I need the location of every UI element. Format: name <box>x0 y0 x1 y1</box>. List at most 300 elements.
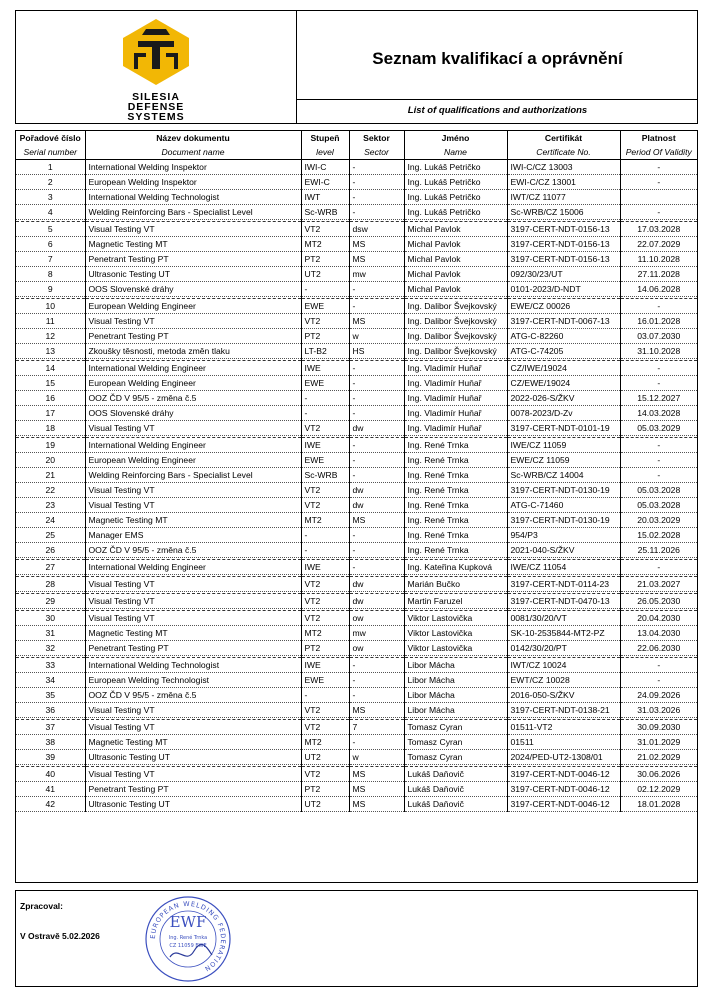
cell-serial: 31 <box>16 626 85 641</box>
cell-level: MT2 <box>301 735 349 750</box>
cell-name: Ing. René Trnka <box>404 528 507 543</box>
cell-sector: ow <box>349 641 404 656</box>
cell-certificate: IWE/CZ 11054 <box>507 560 620 575</box>
cell-document: Visual Testing VT <box>85 498 301 513</box>
col-subheader-document: Document name <box>85 145 301 160</box>
table-row <box>16 222 697 237</box>
cell-name: Ing. Dalibor Švejkovský <box>404 344 507 359</box>
cell-name: Martin Faruzel <box>404 594 507 609</box>
cell-name: Lukáš Daňovič <box>404 767 507 782</box>
cell-sector: - <box>349 406 404 421</box>
table-row <box>16 560 697 575</box>
cell-serial: 41 <box>16 782 85 797</box>
table-row <box>16 543 697 558</box>
cell-sector: MS <box>349 703 404 718</box>
cell-sector: - <box>349 361 404 376</box>
cell-validity: 24.09.2026 <box>620 688 697 703</box>
cell-sector: - <box>349 205 404 220</box>
cell-level: - <box>301 406 349 421</box>
cell-validity: 25.11.2026 <box>620 543 697 558</box>
table-row <box>16 160 697 175</box>
cell-name: Ing. Lukáš Petričko <box>404 175 507 190</box>
table-row <box>16 175 697 190</box>
cell-document: OOZ ČD V 95/5 - změna č.5 <box>85 543 301 558</box>
cell-serial: 25 <box>16 528 85 543</box>
cell-name: Ing. Vladimír Huňař <box>404 406 507 421</box>
cell-name: Ing. Lukáš Petričko <box>404 205 507 220</box>
cell-validity: - <box>620 658 697 673</box>
cell-serial: 11 <box>16 314 85 329</box>
table-row <box>16 782 697 797</box>
cell-level: VT2 <box>301 594 349 609</box>
col-header-document: Název dokumentu <box>85 131 301 145</box>
cell-sector: dw <box>349 594 404 609</box>
cell-level: Sc-WRB <box>301 468 349 483</box>
cell-level: IWI-C <box>301 160 349 175</box>
cell-validity: 27.11.2028 <box>620 267 697 282</box>
cell-name: Tomasz Cyran <box>404 720 507 735</box>
table-row <box>16 299 697 314</box>
cell-sector: - <box>349 438 404 453</box>
cell-name: Michal Pavlok <box>404 222 507 237</box>
table-row <box>16 720 697 735</box>
cell-serial: 40 <box>16 767 85 782</box>
cell-certificate: ATG-C-74205 <box>507 344 620 359</box>
table-row <box>16 237 697 252</box>
cell-name: Marián Bučko <box>404 577 507 592</box>
cell-sector: - <box>349 528 404 543</box>
table-row <box>16 376 697 391</box>
cell-level: - <box>301 543 349 558</box>
cell-serial: 28 <box>16 577 85 592</box>
header-row-en <box>16 145 697 160</box>
table-row <box>16 767 697 782</box>
cell-validity: 15.12.2027 <box>620 391 697 406</box>
cell-sector: ow <box>349 611 404 626</box>
table-row <box>16 626 697 641</box>
cell-level: EWE <box>301 673 349 688</box>
col-header-serial: Pořadové číslo <box>16 131 85 145</box>
cell-sector: dsw <box>349 222 404 237</box>
cell-document: OOS Slovenské dráhy <box>85 282 301 297</box>
table-row <box>16 735 697 750</box>
ewf-stamp <box>142 895 234 983</box>
cell-document: Ultrasonic Testing UT <box>85 750 301 765</box>
cell-validity: - <box>620 438 697 453</box>
cell-validity: 21.02.2029 <box>620 750 697 765</box>
cell-serial: 6 <box>16 237 85 252</box>
cell-document: Visual Testing VT <box>85 767 301 782</box>
cell-certificate: 2024/PED-UT2-1308/01 <box>507 750 620 765</box>
cell-sector: MS <box>349 237 404 252</box>
cell-name: Ing. Lukáš Petričko <box>404 190 507 205</box>
cell-document: International Welding Technologist <box>85 190 301 205</box>
table-row <box>16 282 697 297</box>
cell-certificate: 0081/30/20/VT <box>507 611 620 626</box>
cell-level: LT-B2 <box>301 344 349 359</box>
cell-name: Ing. Kateřina Kupková <box>404 560 507 575</box>
cell-level: - <box>301 528 349 543</box>
brand-line-3: SYSTEMS <box>127 111 185 123</box>
cell-validity: 15.02.2028 <box>620 528 697 543</box>
table-row <box>16 421 697 436</box>
cell-document: Visual Testing VT <box>85 421 301 436</box>
cell-sector: MS <box>349 797 404 812</box>
cell-serial: 32 <box>16 641 85 656</box>
cell-serial: 16 <box>16 391 85 406</box>
qualifications-table <box>16 131 697 812</box>
cell-certificate: 2021-040-S/ŽKV <box>507 543 620 558</box>
cell-certificate: 2022-026-S/ŽKV <box>507 391 620 406</box>
cell-name: Libor Mácha <box>404 703 507 718</box>
cell-serial: 7 <box>16 252 85 267</box>
cell-document: Visual Testing VT <box>85 483 301 498</box>
cell-level: UT2 <box>301 267 349 282</box>
cell-validity: 20.04.2030 <box>620 611 697 626</box>
stamp-ring-text: EUROPEAN WELDING FEDERATION <box>148 899 228 974</box>
cell-level: VT2 <box>301 498 349 513</box>
cell-level: MT2 <box>301 513 349 528</box>
cell-name: Michal Pavlok <box>404 252 507 267</box>
cell-validity: 31.03.2026 <box>620 703 697 718</box>
cell-level: IWE <box>301 438 349 453</box>
cell-document: European Welding Engineer <box>85 299 301 314</box>
cell-serial: 18 <box>16 421 85 436</box>
cell-validity: 17.03.2028 <box>620 222 697 237</box>
cell-certificate: 3197-CERT-NDT-0046-12 <box>507 782 620 797</box>
cell-name: Ing. Vladimír Huňař <box>404 376 507 391</box>
cell-sector: - <box>349 175 404 190</box>
title-cell <box>296 11 698 123</box>
cell-level: Sc-WRB <box>301 205 349 220</box>
cell-document: Magnetic Testing MT <box>85 237 301 252</box>
cell-certificate: ATG-C-71460 <box>507 498 620 513</box>
cell-certificate: Sc-WRB/CZ 15006 <box>507 205 620 220</box>
cell-document: Penetrant Testing PT <box>85 782 301 797</box>
cell-serial: 21 <box>16 468 85 483</box>
table-row <box>16 344 697 359</box>
cell-name: Ing. René Trnka <box>404 498 507 513</box>
cell-level: EWE <box>301 453 349 468</box>
table-row <box>16 611 697 626</box>
cell-sector: MS <box>349 314 404 329</box>
cell-validity: - <box>620 205 697 220</box>
cell-document: Ultrasonic Testing UT <box>85 267 301 282</box>
cell-level: PT2 <box>301 782 349 797</box>
cell-sector: - <box>349 735 404 750</box>
table-row <box>16 750 697 765</box>
cell-document: Magnetic Testing MT <box>85 735 301 750</box>
cell-name: Ing. René Trnka <box>404 513 507 528</box>
cell-certificate: EWI-C/CZ 13001 <box>507 175 620 190</box>
table-row <box>16 528 697 543</box>
col-subheader-serial: Serial number <box>16 145 85 160</box>
table-row <box>16 703 697 718</box>
cell-certificate: 3197-CERT-NDT-0067-13 <box>507 314 620 329</box>
cell-serial: 24 <box>16 513 85 528</box>
cell-name: Ing. René Trnka <box>404 453 507 468</box>
col-subheader-validity: Period Of Validity <box>620 145 697 160</box>
table-row <box>16 406 697 421</box>
cell-sector: MS <box>349 513 404 528</box>
cell-level: VT2 <box>301 483 349 498</box>
cell-sector: MS <box>349 782 404 797</box>
cell-certificate: EWT/CZ 10028 <box>507 673 620 688</box>
cell-sector: - <box>349 190 404 205</box>
cell-validity: - <box>620 361 697 376</box>
col-header-name: Jméno <box>404 131 507 145</box>
cell-serial: 14 <box>16 361 85 376</box>
cell-name: Viktor Lastovička <box>404 626 507 641</box>
table-row <box>16 641 697 656</box>
cell-sector: - <box>349 543 404 558</box>
cell-validity: 31.10.2028 <box>620 344 697 359</box>
cell-certificate: EWE/CZ 11059 <box>507 453 620 468</box>
cell-certificate: 3197-CERT-NDT-0156-13 <box>507 222 620 237</box>
cell-level: IWE <box>301 658 349 673</box>
cell-name: Ing. René Trnka <box>404 468 507 483</box>
cell-serial: 36 <box>16 703 85 718</box>
cell-validity: - <box>620 453 697 468</box>
cell-sector: - <box>349 468 404 483</box>
cell-validity: 22.06.2030 <box>620 641 697 656</box>
document-footer <box>15 890 698 987</box>
stamp-number-text: CZ 11059 EWE <box>169 943 207 949</box>
table-header <box>16 131 697 160</box>
cell-name: Viktor Lastovička <box>404 641 507 656</box>
cell-sector: - <box>349 299 404 314</box>
cell-certificate: 01511-VT2 <box>507 720 620 735</box>
cell-level: VT2 <box>301 222 349 237</box>
cell-level: VT2 <box>301 720 349 735</box>
cell-name: Libor Mácha <box>404 688 507 703</box>
cell-validity: - <box>620 673 697 688</box>
cell-certificate: 954/P3 <box>507 528 620 543</box>
cell-name: Ing. Vladimír Huňař <box>404 391 507 406</box>
cell-serial: 27 <box>16 560 85 575</box>
cell-level: MT2 <box>301 237 349 252</box>
cell-level: UT2 <box>301 750 349 765</box>
cell-document: Welding Reinforcing Bars - Specialist Level <box>85 205 301 220</box>
cell-document: Visual Testing VT <box>85 703 301 718</box>
cell-document: Zkoušky těsnosti, metoda změn tlaku <box>85 344 301 359</box>
col-subheader-certificate: Certificate No. <box>507 145 620 160</box>
cell-serial: 19 <box>16 438 85 453</box>
cell-document: International Welding Engineer <box>85 560 301 575</box>
col-header-level: Stupeň <box>301 131 349 145</box>
cell-document: OOZ ČD V 95/5 - změna č.5 <box>85 391 301 406</box>
cell-name: Ing. Dalibor Švejkovský <box>404 329 507 344</box>
table-row <box>16 577 697 592</box>
cell-level: VT2 <box>301 314 349 329</box>
cell-serial: 33 <box>16 658 85 673</box>
title-divider <box>297 99 698 100</box>
cell-certificate: ATG-C-82260 <box>507 329 620 344</box>
cell-name: Ing. Dalibor Švejkovský <box>404 299 507 314</box>
cell-document: OOS Slovenské dráhy <box>85 406 301 421</box>
cell-serial: 1 <box>16 160 85 175</box>
table-row <box>16 438 697 453</box>
cell-validity: 21.03.2027 <box>620 577 697 592</box>
cell-name: Ing. René Trnka <box>404 543 507 558</box>
cell-validity: 31.01.2029 <box>620 735 697 750</box>
cell-serial: 13 <box>16 344 85 359</box>
cell-validity: 20.03.2029 <box>620 513 697 528</box>
stamp-center-text: EWF <box>169 913 207 931</box>
cell-certificate: 092/30/23/UT <box>507 267 620 282</box>
cell-validity: - <box>620 160 697 175</box>
document-header <box>15 10 698 124</box>
cell-document: Visual Testing VT <box>85 222 301 237</box>
cell-document: Visual Testing VT <box>85 314 301 329</box>
cell-name: Ing. Vladimír Huňař <box>404 361 507 376</box>
col-subheader-name: Name <box>404 145 507 160</box>
table-row <box>16 252 697 267</box>
cell-serial: 35 <box>16 688 85 703</box>
cell-serial: 4 <box>16 205 85 220</box>
cell-level: EWE <box>301 376 349 391</box>
cell-certificate: 3197-CERT-NDT-0130-19 <box>507 513 620 528</box>
table-row <box>16 594 697 609</box>
cell-sector: MS <box>349 767 404 782</box>
cell-document: OOZ ČD V 95/5 - změna č.5 <box>85 688 301 703</box>
cell-validity: 22.07.2029 <box>620 237 697 252</box>
cell-sector: 7 <box>349 720 404 735</box>
page-title: Seznam kvalifikací a oprávnění <box>372 49 623 68</box>
table-row <box>16 513 697 528</box>
cell-serial: 9 <box>16 282 85 297</box>
cell-level: VT2 <box>301 611 349 626</box>
cell-validity: 30.06.2026 <box>620 767 697 782</box>
table-row <box>16 267 697 282</box>
cell-level: VT2 <box>301 703 349 718</box>
cell-document: Manager EMS <box>85 528 301 543</box>
cell-level: PT2 <box>301 252 349 267</box>
cell-sector: mw <box>349 626 404 641</box>
cell-level: - <box>301 282 349 297</box>
cell-name: Libor Mácha <box>404 658 507 673</box>
cell-validity: - <box>620 560 697 575</box>
cell-validity: 14.03.2028 <box>620 406 697 421</box>
cell-sector: - <box>349 658 404 673</box>
cell-document: European Welding Engineer <box>85 376 301 391</box>
cell-serial: 10 <box>16 299 85 314</box>
table-row <box>16 483 697 498</box>
cell-name: Ing. Vladimír Huňař <box>404 421 507 436</box>
table-row <box>16 314 697 329</box>
cell-serial: 15 <box>16 376 85 391</box>
cell-sector: dw <box>349 577 404 592</box>
cell-name: Tomasz Cyran <box>404 735 507 750</box>
cell-level: UT2 <box>301 797 349 812</box>
cell-name: Michal Pavlok <box>404 267 507 282</box>
cell-document: Welding Reinforcing Bars - Specialist Level <box>85 468 301 483</box>
cell-certificate: 01511 <box>507 735 620 750</box>
cell-validity: 05.03.2029 <box>620 421 697 436</box>
cell-certificate: CZ/IWE/19024 <box>507 361 620 376</box>
cell-level: IWE <box>301 361 349 376</box>
cell-name: Ing. René Trnka <box>404 483 507 498</box>
cell-certificate: 0078-2023/D-Zv <box>507 406 620 421</box>
cell-validity: 02.12.2029 <box>620 782 697 797</box>
col-header-sector: Sektor <box>349 131 404 145</box>
table-row <box>16 468 697 483</box>
cell-certificate: SK-10-2535844-MT2-PZ <box>507 626 620 641</box>
cell-validity: 11.10.2028 <box>620 252 697 267</box>
brand-line-1: SILESIA <box>132 91 180 103</box>
cell-validity: 13.04.2030 <box>620 626 697 641</box>
cell-name: Ing. Lukáš Petričko <box>404 160 507 175</box>
cell-certificate: IWT/CZ 10024 <box>507 658 620 673</box>
cell-name: Ing. René Trnka <box>404 438 507 453</box>
cell-validity: - <box>620 376 697 391</box>
cell-document: Visual Testing VT <box>85 577 301 592</box>
cell-certificate: IWE/CZ 11059 <box>507 438 620 453</box>
cell-name: Lukáš Daňovič <box>404 797 507 812</box>
cell-name: Lukáš Daňovič <box>404 782 507 797</box>
cell-document: European Welding Engineer <box>85 453 301 468</box>
cell-certificate: IWI-C/CZ 13003 <box>507 160 620 175</box>
cell-sector: - <box>349 560 404 575</box>
cell-serial: 26 <box>16 543 85 558</box>
cell-serial: 2 <box>16 175 85 190</box>
cell-sector: - <box>349 673 404 688</box>
page-subtitle: List of qualifications and authorizations <box>407 105 588 116</box>
cell-certificate: CZ/EWE/19024 <box>507 376 620 391</box>
cell-document: European Welding Technologist <box>85 673 301 688</box>
cell-serial: 22 <box>16 483 85 498</box>
cell-document: Penetrant Testing PT <box>85 641 301 656</box>
brand-line-2: DEFENSE <box>127 101 185 113</box>
cell-sector: dw <box>349 421 404 436</box>
cell-name: Tomasz Cyran <box>404 750 507 765</box>
header-row-cz <box>16 131 697 145</box>
cell-level: PT2 <box>301 329 349 344</box>
cell-sector: - <box>349 160 404 175</box>
cell-serial: 23 <box>16 498 85 513</box>
cell-level: MT2 <box>301 626 349 641</box>
cell-validity: - <box>620 175 697 190</box>
cell-serial: 38 <box>16 735 85 750</box>
table-row <box>16 205 697 220</box>
cell-serial: 17 <box>16 406 85 421</box>
cell-certificate: 3197-CERT-NDT-0470-13 <box>507 594 620 609</box>
cell-document: Visual Testing VT <box>85 611 301 626</box>
table-row <box>16 361 697 376</box>
table-row <box>16 391 697 406</box>
cell-level: PT2 <box>301 641 349 656</box>
cell-validity: 05.03.2028 <box>620 498 697 513</box>
cell-level: EWE <box>301 299 349 314</box>
cell-document: Magnetic Testing MT <box>85 626 301 641</box>
cell-validity: 05.03.2028 <box>620 483 697 498</box>
cell-level: - <box>301 391 349 406</box>
cell-serial: 42 <box>16 797 85 812</box>
cell-serial: 39 <box>16 750 85 765</box>
col-header-certificate: Certifikát <box>507 131 620 145</box>
cell-certificate: IWT/CZ 11077 <box>507 190 620 205</box>
qualifications-table-frame <box>15 130 698 883</box>
cell-certificate: 3197-CERT-NDT-0156-13 <box>507 252 620 267</box>
cell-certificate: EWE/CZ 00026 <box>507 299 620 314</box>
cell-sector: - <box>349 282 404 297</box>
table-row <box>16 658 697 673</box>
cell-sector: dw <box>349 483 404 498</box>
cell-certificate: Sc-WRB/CZ 14004 <box>507 468 620 483</box>
table-row <box>16 498 697 513</box>
col-header-validity: Platnost <box>641 133 676 143</box>
cell-sector: MS <box>349 252 404 267</box>
